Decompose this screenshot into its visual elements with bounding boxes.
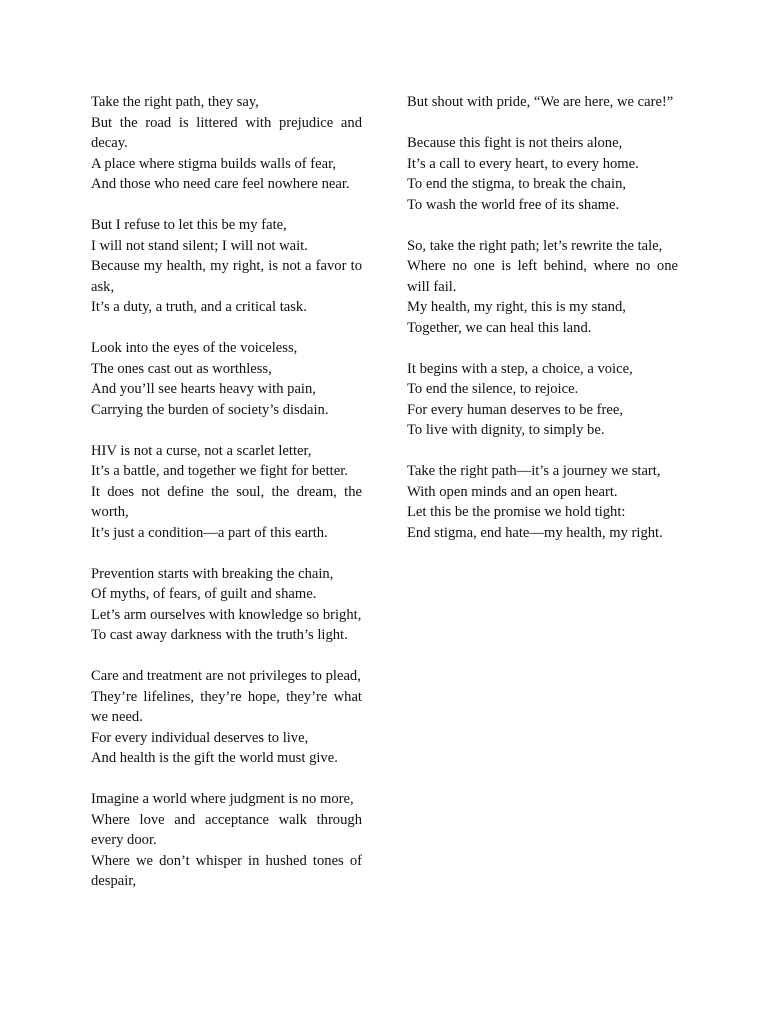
poem-line: My health, my right, this is my stand, bbox=[407, 299, 626, 315]
poem-line: Because my health, my right, is not a favor to ask, bbox=[91, 258, 362, 295]
poem-line: For every individual deserves to live, bbox=[91, 729, 309, 746]
poem-line: It begins with a step, a choice, a voice, bbox=[407, 360, 633, 377]
poem-line: HIV is not a curse, not a scarlet letter, bbox=[91, 442, 312, 459]
poem-line: Take the right path, they say, bbox=[91, 94, 259, 110]
poem-line: But shout with pride, “We are here, we care!” bbox=[407, 94, 674, 110]
stanza bbox=[91, 666, 362, 769]
stanza bbox=[91, 564, 362, 646]
stanza bbox=[407, 461, 678, 543]
poem-line: Where love and acceptance walk through every door. bbox=[91, 811, 362, 848]
poem-line: End stigma, end hate—my health, my right. bbox=[407, 524, 663, 541]
poem-line: It does not define the soul, the dream, the worth, bbox=[91, 483, 362, 520]
stanza bbox=[407, 92, 678, 113]
poem-line: It’s a call to every heart, to every home. bbox=[407, 155, 639, 172]
poem-line: It’s just a condition—a part of this earth. bbox=[91, 524, 328, 541]
left-column bbox=[91, 92, 362, 912]
poem-line: Carrying the burden of society’s disdain. bbox=[91, 401, 329, 418]
poem-line: Take the right path—it’s a journey we start, bbox=[407, 463, 661, 479]
poem-line: Look into the eyes of the voiceless, bbox=[91, 340, 298, 356]
poem-line: For every human deserves to be free, bbox=[407, 401, 623, 418]
poem-line: Because this fight is not theirs alone, bbox=[407, 135, 623, 151]
poem-line: Care and treatment are not privileges to plead, bbox=[91, 668, 361, 684]
poem-line: To end the silence, to rejoice. bbox=[407, 381, 579, 397]
poem-line: Of myths, of fears, of guilt and shame. bbox=[91, 586, 317, 602]
poem-line: It’s a duty, a truth, and a critical task. bbox=[91, 299, 307, 315]
stanza bbox=[91, 338, 362, 420]
poem-line: So, take the right path; let’s rewrite the tale, bbox=[407, 237, 663, 254]
stanza bbox=[91, 789, 362, 892]
right-column bbox=[407, 92, 678, 564]
stanza bbox=[91, 215, 362, 318]
poem-line: But the road is littered with prejudice and decay. bbox=[91, 114, 362, 151]
poem-line: The ones cast out as worthless, bbox=[91, 360, 272, 377]
poem-line: They’re lifelines, they’re hope, they’re what we need. bbox=[91, 688, 362, 725]
stanza bbox=[407, 359, 678, 441]
poem-line: To wash the world free of its shame. bbox=[407, 196, 620, 213]
poem-line: Prevention starts with breaking the chain, bbox=[91, 565, 334, 582]
stanza bbox=[91, 92, 362, 195]
poem-line: I will not stand silent; I will not wait. bbox=[91, 237, 308, 254]
poem-line: To end the stigma, to break the chain, bbox=[407, 176, 627, 192]
poem-line: Where no one is left behind, where no one will fail. bbox=[407, 258, 678, 295]
poem-line: To live with dignity, to simply be. bbox=[407, 422, 605, 438]
poem-line: And those who need care feel nowhere near. bbox=[91, 176, 350, 192]
stanza bbox=[407, 236, 678, 339]
poem-line: Imagine a world where judgment is no more, bbox=[91, 791, 354, 807]
poem-line: It’s a battle, and together we fight for better. bbox=[91, 463, 348, 479]
poem-line: But I refuse to let this be my fate, bbox=[91, 217, 287, 233]
stanza bbox=[91, 441, 362, 544]
poem-line: And health is the gift the world must give. bbox=[91, 750, 338, 766]
poem-line: With open minds and an open heart. bbox=[407, 483, 618, 500]
poem-line: And you’ll see hearts heavy with pain, bbox=[91, 381, 316, 397]
poem-line: Where we don’t whisper in hushed tones of despair, bbox=[91, 852, 362, 889]
poem-line: To cast away darkness with the truth’s light. bbox=[91, 627, 348, 643]
poem-line: Let’s arm ourselves with knowledge so bright, bbox=[91, 606, 362, 623]
poem-line: A place where stigma builds walls of fear, bbox=[91, 155, 337, 172]
poem-line: Let this be the promise we hold tight: bbox=[407, 504, 626, 520]
stanza bbox=[407, 133, 678, 215]
poem-line: Together, we can heal this land. bbox=[407, 319, 592, 336]
